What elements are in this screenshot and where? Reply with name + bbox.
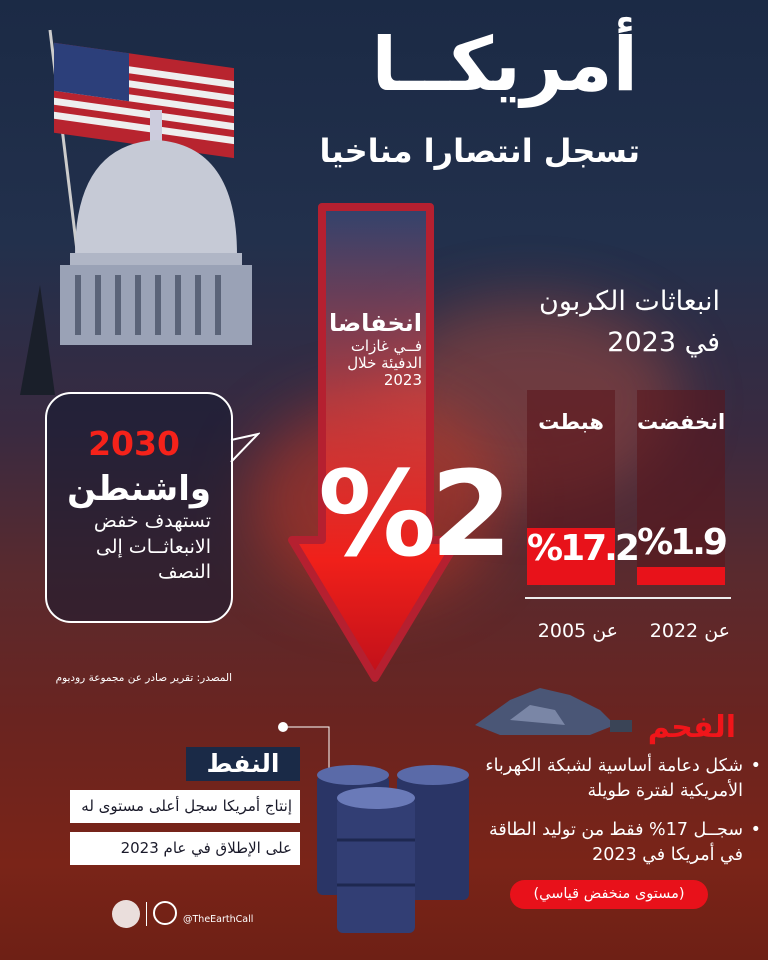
page-title: أمريكــا: [371, 22, 638, 108]
alain-logo: [153, 901, 177, 925]
arrow-text-line: الدفيئة خلال: [347, 353, 422, 372]
goal-year: 2030: [88, 424, 180, 463]
column-fill: [637, 567, 725, 585]
coal-pile-illustration: [470, 680, 640, 740]
column-label: انخفضت: [637, 410, 726, 434]
carbon-column-2022: [637, 390, 725, 585]
arrow-value: %2: [318, 445, 507, 583]
logo-divider: [146, 902, 147, 926]
coal-bullet: • سجــل 17% فقط من توليد الطاقة في أمريكا في 2023: [473, 818, 743, 869]
since-label: عن 2005: [537, 620, 618, 642]
capitol-flag-illustration: [20, 25, 290, 395]
divider: [525, 597, 731, 599]
since-label: عن 2022: [649, 620, 730, 642]
record-low-badge: (مستوى منخفض قياسي): [510, 880, 708, 909]
source-note: المصدر: تقرير صادر عن مجموعة روديوم: [55, 672, 232, 684]
goal-callout: [45, 392, 233, 623]
oil-text-line: على الإطلاق في عام 2023: [70, 832, 300, 865]
carbon-title: [539, 282, 720, 363]
social-handle: @TheEarthCall: [183, 914, 254, 925]
partner-logo: [112, 900, 140, 928]
carbon-title-line: انبعاثات الكربون: [539, 286, 720, 317]
coal-heading: الفحم: [647, 710, 736, 745]
oil-heading: النفط: [186, 747, 300, 781]
arrow-text-line: 2023: [383, 371, 422, 390]
column-label: هبطت: [538, 410, 604, 434]
column-value: %17.2: [527, 528, 637, 569]
carbon-title-line: في 2023: [607, 326, 720, 358]
goal-desc-line: النصف: [158, 561, 211, 584]
arrow-heading: انخفاضا: [328, 309, 422, 337]
oil-barrels-illustration: [275, 720, 485, 940]
coal-bullet: • شكل دعامة أساسية لشبكة الكهرباء الأمريكية لفترة طويلة: [473, 754, 743, 805]
goal-desc-line: الانبعاثــات إلى: [95, 535, 211, 558]
carbon-column-2005: [527, 390, 637, 585]
callout-pointer: [230, 430, 260, 470]
goal-city: واشنطن: [67, 469, 211, 509]
oil-text-line: إنتاج أمريكا سجل أعلى مستوى له: [70, 790, 300, 823]
page-subtitle: تسجل انتصارا مناخيا: [319, 132, 640, 170]
arrow-caption: [322, 310, 422, 389]
arrow-text-line: فــي غازات: [350, 336, 422, 355]
column-value: %1.9: [637, 522, 725, 563]
goal-desc-line: تستهدف خفض: [93, 510, 211, 532]
